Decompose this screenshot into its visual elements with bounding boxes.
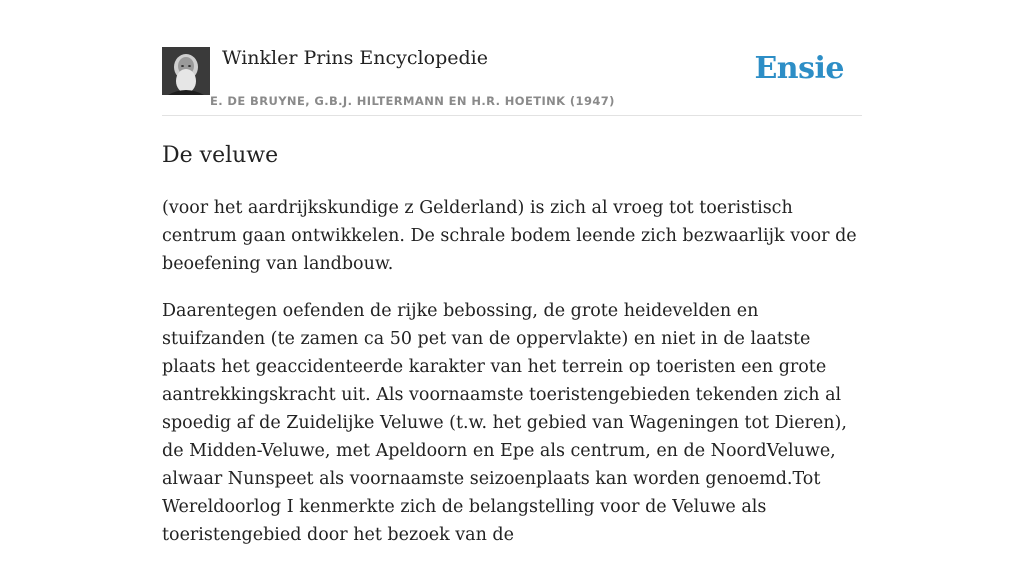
article-body <box>162 194 862 549</box>
author-avatar[interactable] <box>162 47 210 95</box>
source-title[interactable]: Winkler Prins Encyclopedie <box>222 47 488 69</box>
author-portrait-icon <box>162 47 210 95</box>
source-header <box>162 0 862 116</box>
article-title: De veluwe <box>162 143 279 168</box>
ensie-logo[interactable]: Ensie <box>754 51 844 86</box>
source-authors: E. DE BRUYNE, G.B.J. HILTERMANN EN H.R. HOETINK (1947) <box>210 94 615 108</box>
article-paragraph: (voor het aardrijkskundige z Gelderland) is zich al vroeg tot toeristisch centrum gaan ontwikkelen. De schrale bodem leende zich bezwaarlijk voor de beoefening van landbouw. <box>162 198 857 274</box>
article-paragraph: Daarentegen oefenden de rijke bebossing, de grote heidevelden en stuifzanden (te zamen ca 50 pet van de oppervlakte) en niet in de laatste plaats het geaccidenteerde karakter van het terrein op toeristen een grote aantrekkingskracht uit. Als voornaamste toeristengebieden tekenden zich al spoedig af de Zuidelijke Veluwe (t.w. het gebied van Wageningen tot Dieren), de Midden-Veluwe, met Apeldoorn en Epe als centrum, en de NoordVeluwe, alwaar Nunspeet als voornaamste seizoenplaats kan worden genoemd.Tot Wereldoorlog I kenmerkte zich de belangstelling voor de Veluwe als toeristengebied door het bezoek van de <box>162 301 847 545</box>
content-container <box>162 0 862 568</box>
